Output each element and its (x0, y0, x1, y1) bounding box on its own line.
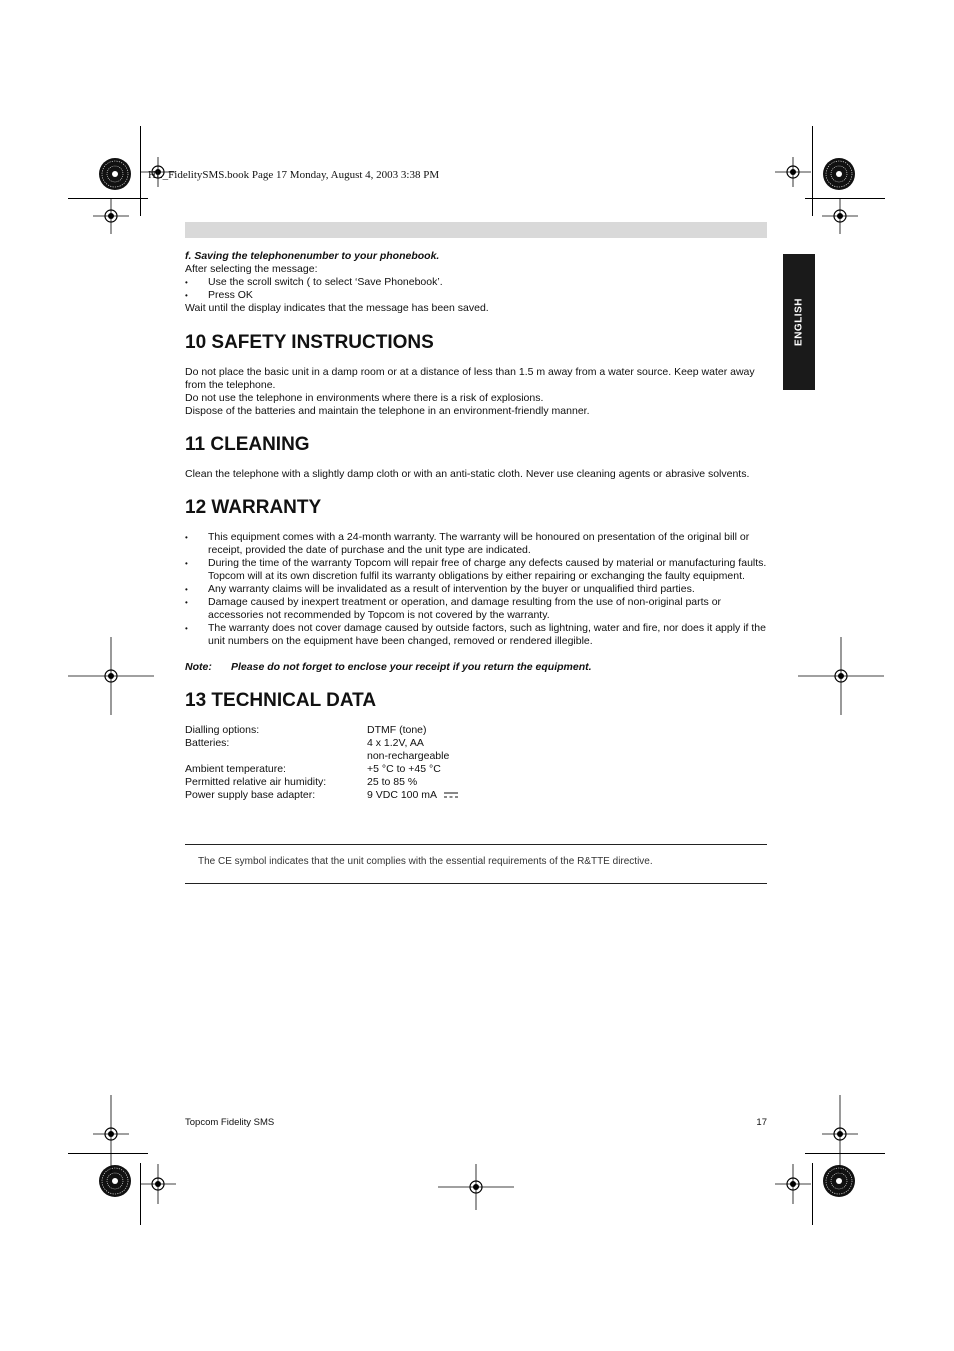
subsection-title: f. Saving the telephonenumber to your phonebook. (185, 250, 440, 262)
dc-symbol-icon (443, 791, 459, 799)
registration-mark-9 (140, 1164, 176, 1204)
safety-text: Do not place the basic unit in a damp room or at a distance of less than 1.5 m away from a water source. Keep water away from the telephone. (185, 366, 755, 391)
ce-notice-box (185, 844, 767, 884)
list-item: • During the time of the warranty Topcom will repair free of charge any defects caused by material or manufacturing faults. Topcom will at its own discretion fulfil its warranty obligations by either repairing or exchanging the faulty equipment. (185, 557, 767, 583)
registration-mark-11 (775, 1164, 811, 1204)
footer-product-name: Topcom Fidelity SMS (185, 1117, 275, 1128)
list-item: • Use the scroll switch ( to select ‘Save Phonebook’. (185, 276, 767, 289)
section-heading-technical: 13 TECHNICAL DATA (185, 690, 377, 711)
section-heading-cleaning: 11 CLEANING (185, 434, 310, 455)
language-tab-label: ENGLISH (793, 298, 805, 346)
subsection-intro: After selecting the message: (185, 263, 318, 275)
tech-value: DTMF (tone) (367, 724, 427, 736)
tech-value: 4 x 1.2V, AA (367, 737, 424, 749)
language-tab (783, 254, 815, 390)
tech-value: 9 VDC 100 mA (367, 789, 437, 801)
note-text: Please do not forget to enclose your receipt if you return the equipment. (231, 661, 592, 673)
tech-label: Dialling options: (185, 724, 260, 736)
page-content (185, 250, 767, 802)
tech-label: Ambient temperature: (185, 763, 286, 775)
starburst-mark-top-right (822, 157, 856, 191)
safety-text: Dispose of the batteries and maintain the telephone in an environment-friendly manner. (185, 405, 590, 417)
print-header-file-info: HL_FidelitySMS.book Page 17 Monday, August 4, 2003 3:38 PM (148, 169, 440, 181)
footer-page-number: 17 (756, 1117, 767, 1128)
subsection-outro: Wait until the display indicates that the message has been saved. (185, 302, 489, 314)
tech-label: Power supply base adapter: (185, 789, 316, 801)
list-item: • This equipment comes with a 24-month warranty. The warranty will be honoured on presentation of the original bill or receipt, provided the date of purchase and the unit type are indicated. (185, 531, 767, 557)
technical-data-table (185, 724, 767, 802)
tech-value-with-dc-symbol (367, 789, 767, 802)
registration-mark-6 (798, 637, 884, 715)
registration-mark-8 (822, 1095, 858, 1173)
registration-mark-10 (438, 1164, 514, 1210)
starburst-mark-top-left (98, 157, 132, 191)
note-label: Note: (185, 661, 212, 673)
warranty-note (185, 661, 767, 674)
section-heading-warranty: 12 WARRANTY (185, 497, 322, 518)
tech-label: Batteries: (185, 737, 230, 749)
tech-value: +5 °C to +45 °C (367, 763, 441, 775)
registration-mark-4 (822, 198, 858, 234)
cleaning-text: Clean the telephone with a slightly damp cloth or with an anti-static cloth. Never use cleaning agents or abrasive solvents. (185, 468, 750, 480)
header-bar (185, 222, 767, 238)
registration-mark-3 (93, 198, 129, 234)
tech-label (185, 750, 367, 763)
list-item: • The warranty does not cover damage caused by outside factors, such as lightning, water and fire, nor does it apply if the unit numbers on the equipment have been changed, removed or rendered illegible. (185, 622, 767, 648)
tech-value: 25 to 85 % (367, 776, 418, 788)
safety-text: Do not use the telephone in environments where there is a risk of explosions. (185, 392, 544, 404)
registration-mark-2 (775, 157, 811, 187)
tech-label: Permitted relative air humidity: (185, 776, 327, 788)
registration-mark-7 (93, 1095, 129, 1173)
list-item: • Any warranty claims will be invalidated as a result of intervention by the buyer or unqualified third parties. (185, 583, 767, 596)
ce-notice-text: The CE symbol indicates that the unit complies with the essential requirements of the R&TTE directive. (198, 856, 653, 867)
list-item: • Damage caused by inexpert treatment or operation, and damage resulting from the use of non-original parts or accessories not recommended by Topcom is not covered by the warranty. (185, 596, 767, 622)
tech-value: non-rechargeable (367, 750, 450, 762)
registration-mark-5 (68, 637, 154, 715)
list-item: • Press OK (185, 289, 767, 302)
section-heading-safety: 10 SAFETY INSTRUCTIONS (185, 332, 434, 353)
